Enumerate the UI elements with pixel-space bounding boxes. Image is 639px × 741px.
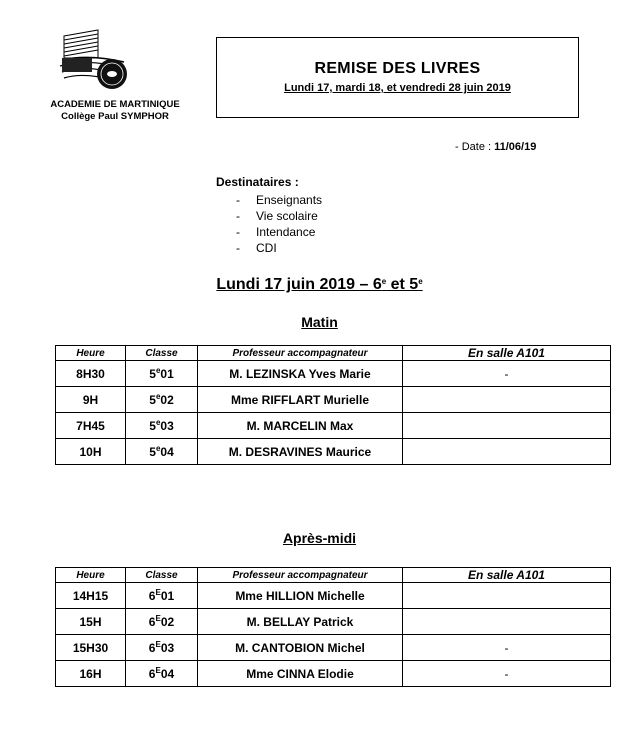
college-logo [58,28,130,92]
cell-professeur: M. LEZINSKA Yves Marie [198,361,403,387]
col-salle: En salle A101 [403,568,611,583]
morning-table [55,345,611,465]
table-row [56,635,611,661]
org-academy: ACADEMIE DE MARTINIQUE [50,99,180,110]
cell-salle [403,583,611,609]
cell-professeur: M. BELLAY Patrick [198,609,403,635]
table-row [56,609,611,635]
table-header-row [56,346,611,361]
recipient-item: - Intendance [236,225,316,239]
cell-heure: 7H45 [56,413,126,439]
cell-heure: 8H30 [56,361,126,387]
day-heading: Lundi 17 juin 2019 – 6e et 5e [216,276,423,293]
cell-classe: 5e01 [126,361,198,387]
cell-salle: - [403,661,611,687]
title-box [216,37,579,118]
cell-heure: 16H [56,661,126,687]
cell-heure: 9H [56,387,126,413]
cell-salle [403,439,611,465]
cell-professeur: Mme RIFFLART Murielle [198,387,403,413]
cell-classe: 5e04 [126,439,198,465]
cell-professeur: M. DESRAVINES Maurice [198,439,403,465]
cell-professeur: Mme CINNA Elodie [198,661,403,687]
cell-salle: - [403,635,611,661]
cell-classe: $6^E02$ [126,609,198,635]
col-classe: Classe [126,568,198,583]
document-date [455,141,536,153]
cell-salle [403,413,611,439]
cell-salle [403,609,611,635]
col-professeur: Professeur accompagnateur [198,568,403,583]
cell-classe: 5e02 [126,387,198,413]
table-row [56,387,611,413]
col-classe: Classe [126,346,198,361]
cell-heure: 15H30 [56,635,126,661]
cell-professeur: Mme HILLION Michelle [198,583,403,609]
afternoon-title: Après-midi [282,530,357,546]
afternoon-table [55,567,611,687]
cell-classe: 5e03 [126,413,198,439]
org-college: Collège Paul SYMPHOR [61,111,169,122]
col-heure: Heure [56,346,126,361]
table-row [56,583,611,609]
table-header-row [56,568,611,583]
document-subtitle: Lundi 17, mardi 18, et vendredi 28 juin 2019 [284,82,511,94]
morning-title: Matin [301,314,338,330]
cell-heure: 10H [56,439,126,465]
col-professeur: Professeur accompagnateur [198,346,403,361]
cell-classe: $6^E03$ [126,635,198,661]
recipient-item: - Enseignants [236,193,323,207]
cell-heure: 14H15 [56,583,126,609]
table-row [56,661,611,687]
recipients-label: Destinataires : [216,175,299,189]
table-row [56,361,611,387]
cell-classe: $6^E04$ [126,661,198,687]
date-label: - Date : [455,141,495,153]
recipient-item: - Vie scolaire [236,209,318,223]
cell-professeur: M. MARCELIN Max [198,413,403,439]
cell-professeur: M. CANTOBION Michel [198,635,403,661]
col-heure: Heure [56,568,126,583]
date-value: 11/06/19 [494,141,537,153]
table-row [56,439,611,465]
cell-heure: 15H [56,609,126,635]
document-title: REMISE DES LIVRES [314,60,481,77]
table-row [56,413,611,439]
organization-block [40,99,190,123]
cell-salle: - [403,361,611,387]
cell-classe: $6^E01$ [126,583,198,609]
recipients [216,175,322,256]
recipient-item: - CDI [236,241,277,255]
col-salle: En salle A101 [403,346,611,361]
recipients-list [216,192,322,256]
cell-salle [403,387,611,413]
